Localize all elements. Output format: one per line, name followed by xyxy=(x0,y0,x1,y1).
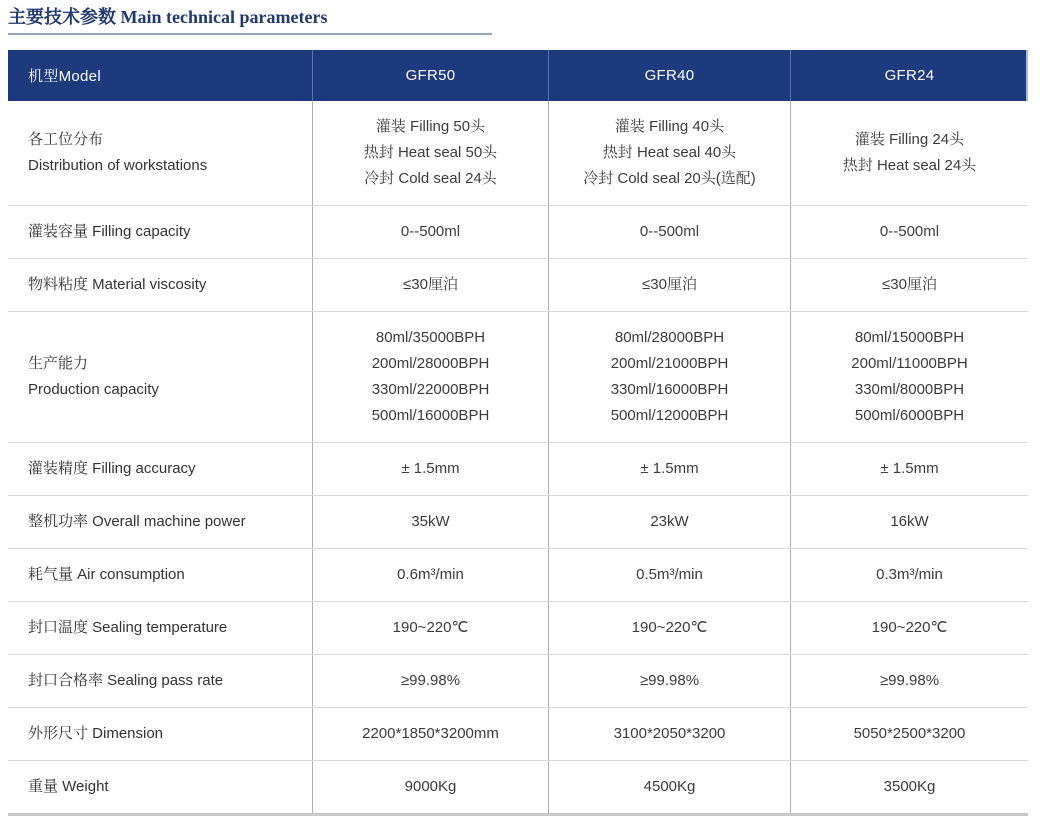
row-label-line: 灌装容量 Filling capacity xyxy=(28,223,191,240)
row-label xyxy=(8,761,312,813)
row-label-line: Production capacity xyxy=(28,381,159,398)
row-value-line: 0.5m³/min xyxy=(636,566,703,583)
row-value-line: 热封 Heat seal 50头 xyxy=(363,144,498,161)
row-label xyxy=(8,708,312,760)
row-label-line: 整机功率 Overall machine power xyxy=(28,513,246,530)
row-value-line: 16kW xyxy=(890,513,929,530)
row-value xyxy=(790,206,1028,258)
row-label-line: 物料粘度 Material viscosity xyxy=(28,276,207,293)
row-value xyxy=(312,496,548,548)
row-label xyxy=(8,496,312,548)
row-label-line: 耗气量 Air consumption xyxy=(28,566,185,583)
row-value-line: 冷封 Cold seal 24头 xyxy=(364,170,497,187)
row-label xyxy=(8,312,312,442)
row-value xyxy=(312,443,548,495)
row-value-line: 0--500ml xyxy=(879,223,940,240)
row-value-line: 3500Kg xyxy=(883,778,936,795)
row-label xyxy=(8,259,312,311)
row-label-line: 灌装精度 Filling accuracy xyxy=(28,460,196,477)
row-label xyxy=(8,655,312,707)
row-value-line: 2200*1850*3200mm xyxy=(362,725,499,742)
row-value xyxy=(312,602,548,654)
row-value-line: ≤30厘泊 xyxy=(403,276,458,293)
row-value-line: 330ml/22000BPH xyxy=(371,381,490,398)
title-section xyxy=(8,5,1055,35)
table-row xyxy=(8,708,1028,761)
row-value-line: 200ml/28000BPH xyxy=(371,355,490,372)
row-value xyxy=(548,602,790,654)
row-value-line: ≥99.98% xyxy=(879,672,940,689)
row-value xyxy=(790,443,1028,495)
row-value-line: 0.3m³/min xyxy=(876,566,943,583)
row-value xyxy=(548,259,790,311)
row-value-line: 190~220℃ xyxy=(631,619,708,636)
table-row xyxy=(8,259,1028,312)
row-value-line: 3100*2050*3200 xyxy=(613,725,726,742)
row-value-line: 5050*2500*3200 xyxy=(853,725,966,742)
row-value xyxy=(790,761,1028,813)
table-row xyxy=(8,101,1028,206)
row-value xyxy=(548,101,790,205)
row-label-line: Distribution of workstations xyxy=(28,157,208,174)
row-value-line: 80ml/15000BPH xyxy=(854,329,965,346)
row-value xyxy=(312,312,548,442)
row-value-line: 330ml/8000BPH xyxy=(854,381,965,398)
table-row xyxy=(8,443,1028,496)
row-value-line: 0--500ml xyxy=(400,223,461,240)
row-value xyxy=(790,549,1028,601)
technical-parameters-table xyxy=(8,50,1028,816)
row-value-line: 190~220℃ xyxy=(871,619,948,636)
row-label-line: 重量 Weight xyxy=(28,778,109,795)
table-row xyxy=(8,496,1028,549)
table-row xyxy=(8,206,1028,259)
row-value-line: ± 1.5mm xyxy=(401,460,460,477)
row-value xyxy=(312,101,548,205)
row-value xyxy=(312,761,548,813)
row-label-line: 封口温度 Sealing temperature xyxy=(28,619,228,636)
table-row xyxy=(8,312,1028,443)
row-value xyxy=(790,259,1028,311)
row-value xyxy=(790,312,1028,442)
row-value-line: ≤30厘泊 xyxy=(642,276,697,293)
row-label xyxy=(8,101,312,205)
row-value-line: 0.6m³/min xyxy=(397,566,464,583)
row-value-line: 500ml/6000BPH xyxy=(854,407,965,424)
row-value-line: 200ml/21000BPH xyxy=(610,355,729,372)
row-label xyxy=(8,206,312,258)
row-value xyxy=(548,443,790,495)
row-label xyxy=(8,549,312,601)
row-value xyxy=(790,496,1028,548)
row-value xyxy=(790,602,1028,654)
row-value xyxy=(790,101,1028,205)
row-value xyxy=(548,496,790,548)
row-value-line: 330ml/16000BPH xyxy=(610,381,729,398)
row-value-line: 0--500ml xyxy=(639,223,700,240)
row-value-line: ≤30厘泊 xyxy=(882,276,937,293)
header-model-gfr50: GFR50 xyxy=(312,50,548,101)
row-value-line: 500ml/12000BPH xyxy=(610,407,729,424)
row-value-line: ± 1.5mm xyxy=(640,460,699,477)
row-value-line: 80ml/28000BPH xyxy=(614,329,725,346)
table-row xyxy=(8,655,1028,708)
header-model-gfr40: GFR40 xyxy=(548,50,790,101)
row-label-line: 生产能力 xyxy=(28,355,89,372)
row-value-line: 热封 Heat seal 40头 xyxy=(602,144,737,161)
row-value xyxy=(548,549,790,601)
row-value xyxy=(312,708,548,760)
row-value-line: 35kW xyxy=(411,513,450,530)
row-value xyxy=(548,206,790,258)
row-value xyxy=(548,708,790,760)
row-value-line: 灌装 Filling 50头 xyxy=(375,118,486,135)
row-value xyxy=(790,655,1028,707)
row-value-line: 9000Kg xyxy=(404,778,457,795)
row-value-line: 4500Kg xyxy=(643,778,696,795)
row-value-line: 190~220℃ xyxy=(392,619,469,636)
table-header-row xyxy=(8,50,1028,101)
title-underline xyxy=(8,33,492,35)
row-label-line: 各工位分布 xyxy=(28,131,104,148)
row-value xyxy=(312,259,548,311)
row-label-line: 外形尺寸 Dimension xyxy=(28,725,164,742)
row-value xyxy=(312,206,548,258)
table-row xyxy=(8,549,1028,602)
row-label xyxy=(8,602,312,654)
row-value xyxy=(790,708,1028,760)
row-value xyxy=(548,655,790,707)
page-title: 主要技术参数 Main technical parameters xyxy=(8,7,328,27)
row-value-line: 冷封 Cold seal 20头(选配) xyxy=(583,170,756,187)
row-value-line: 热封 Heat seal 24头 xyxy=(842,157,977,174)
row-value-line: 200ml/11000BPH xyxy=(851,355,968,372)
row-value-line: 灌装 Filling 40头 xyxy=(614,118,725,135)
header-model-gfr24: GFR24 xyxy=(790,50,1028,101)
row-value xyxy=(312,549,548,601)
table-body xyxy=(8,101,1028,813)
row-value-line: 500ml/16000BPH xyxy=(371,407,490,424)
header-model-label: 机型Model xyxy=(28,68,101,85)
row-value-line: ≥99.98% xyxy=(400,672,461,689)
table-row xyxy=(8,602,1028,655)
row-label xyxy=(8,443,312,495)
row-value xyxy=(548,312,790,442)
row-value-line: 23kW xyxy=(650,513,689,530)
row-value xyxy=(312,655,548,707)
row-value-line: 80ml/35000BPH xyxy=(375,329,486,346)
row-label-line: 封口合格率 Sealing pass rate xyxy=(28,672,224,689)
row-value-line: ≥99.98% xyxy=(639,672,700,689)
table-row xyxy=(8,761,1028,813)
row-value xyxy=(548,761,790,813)
row-value-line: ± 1.5mm xyxy=(880,460,939,477)
row-value-line: 灌装 Filling 24头 xyxy=(854,131,965,148)
